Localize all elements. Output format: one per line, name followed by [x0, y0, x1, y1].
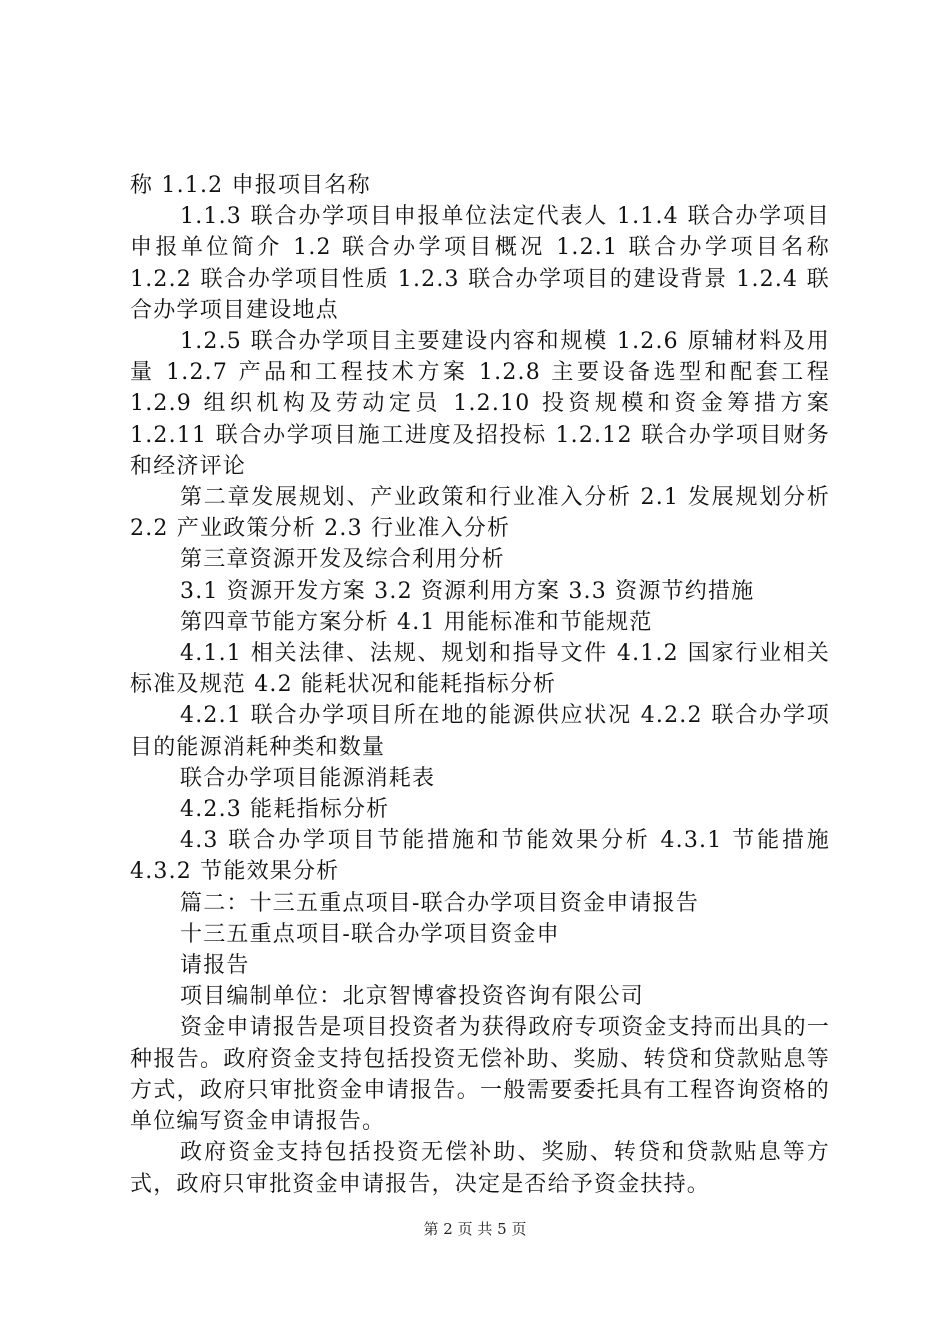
paragraph: 资金申请报告是项目投资者为获得政府专项资金支持而出具的一种报告。政府资金支持包括投资无偿补助、奖励、转贷和贷款贴息等方式，政府只审批资金申请报告。一般需要委托具有工程咨询资格的单位编写资金申请报告。: [130, 1015, 830, 1135]
paragraph: 第三章资源开发及综合利用分析: [180, 547, 505, 573]
paragraph: 4.1.1 相关法律、法规、规划和指导文件 4.1.2 国家行业相关标准及规范 4.2 能耗状况和能耗指标分析: [130, 641, 830, 698]
paragraph: 3.1 资源开发方案 3.2 资源利用方案 3.3 资源节约措施: [180, 578, 755, 604]
paragraph: 4.2.1 联合办学项目所在地的能源供应状况 4.2.2 联合办学项目的能源消耗种类和数量: [130, 703, 830, 760]
paragraph: 十三五重点项目-联合办学项目资金申: [180, 921, 560, 947]
paragraph: 1.1.3 联合办学项目申报单位法定代表人 1.1.4 联合办学项目申报单位简介 1.2 联合办学项目概况 1.2.1 联合办学项目名称 1.2.2 联合办学项目性质 1.2.3 联合办学项目的建设背景 1.2.4 联合办学项目建设地点: [130, 204, 830, 323]
paragraph: 篇二：十三五重点项目-联合办学项目资金申请报告: [180, 890, 700, 916]
paragraph: 1.2.5 联合办学项目主要建设内容和规模 1.2.6 原辅材料及用量 1.2.7 产品和工程技术方案 1.2.8 主要设备选型和配套工程 1.2.9 组织机构及劳动定员 1.2.10 投资规模和资金筹措方案 1.2.11 联合办学项目施工进度及招投标 1.2.12 联合办学项目财务和经济评论: [130, 329, 830, 479]
paragraph: 请报告: [180, 953, 250, 979]
paragraph: 第四章节能方案分析 4.1 用能标准和节能规范: [180, 609, 653, 635]
paragraph: 4.3 联合办学项目节能措施和节能效果分析 4.3.1 节能措施 4.3.2 节能效果分析: [130, 828, 830, 885]
paragraph: 项目编制单位：北京智博睿投资咨询有限公司: [180, 984, 645, 1010]
paragraph: 政府资金支持包括投资无偿补助、奖励、转贷和贷款贴息等方式，政府只审批资金申请报告，决定是否给予资金扶持。: [130, 1140, 830, 1197]
paragraph: 第二章发展规划、产业政策和行业准入分析 2.1 发展规划分析 2.2 产业政策分析 2.3 行业准入分析: [130, 485, 830, 542]
document-body: [130, 170, 830, 1200]
paragraph: 称 1.1.2 申报项目名称: [130, 173, 371, 198]
paragraph: 4.2.3 能耗指标分析: [180, 797, 390, 823]
page-footer: 第 2 页 共 5 页: [423, 1220, 527, 1238]
paragraph: 联合办学项目能源消耗表: [180, 765, 436, 791]
